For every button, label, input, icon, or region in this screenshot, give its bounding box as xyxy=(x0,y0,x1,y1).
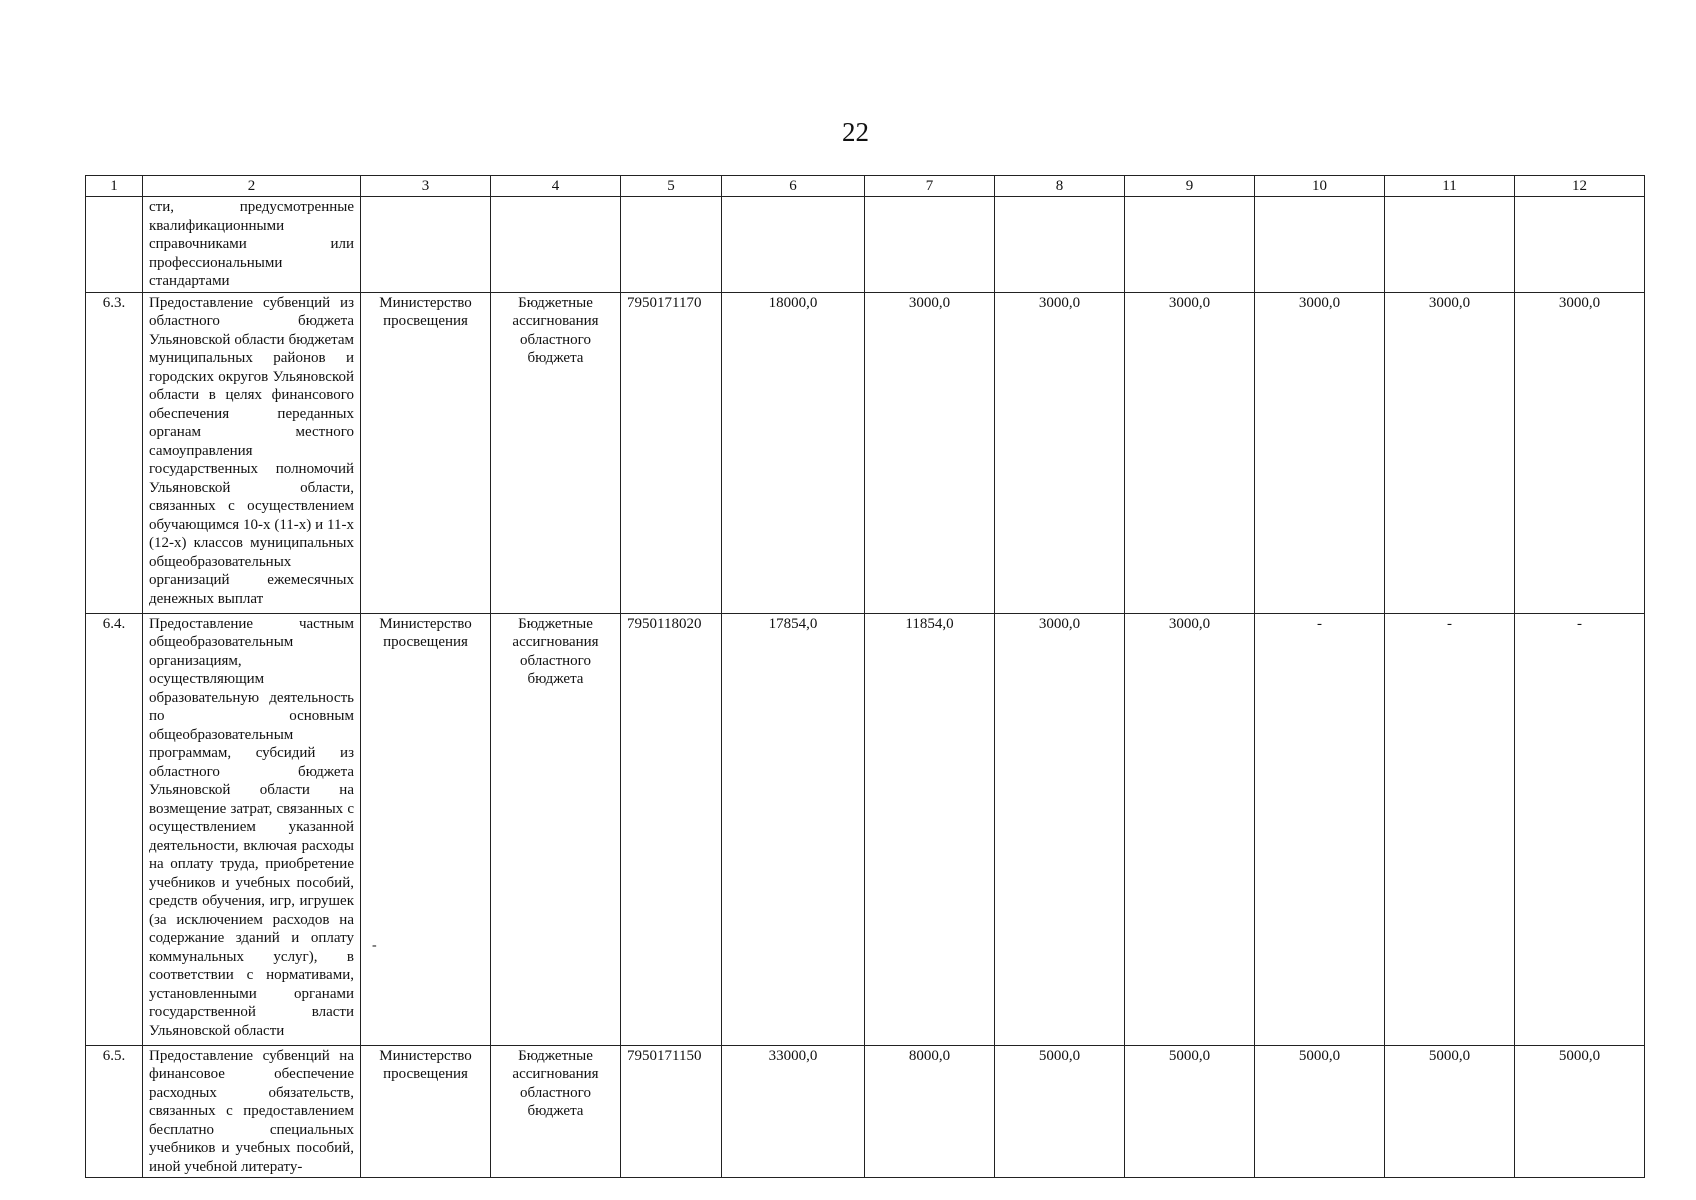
responsible-body xyxy=(361,197,491,293)
amount-cell: 3000,0 xyxy=(1125,613,1255,1045)
amount-cell: 5000,0 xyxy=(1125,1045,1255,1178)
column-header: 5 xyxy=(621,176,722,197)
amount-cell xyxy=(1385,197,1515,293)
page-number: 22 xyxy=(842,117,869,147)
amount-cell: 5000,0 xyxy=(1515,1045,1645,1178)
amount-cell xyxy=(995,197,1125,293)
amount-cell: 3000,0 xyxy=(865,292,995,613)
column-header: 7 xyxy=(865,176,995,197)
funding-source xyxy=(491,197,621,293)
column-header: 2 xyxy=(143,176,361,197)
amount-cell: 18000,0 xyxy=(722,292,865,613)
column-header: 11 xyxy=(1385,176,1515,197)
amount-cell: 5000,0 xyxy=(1255,1045,1385,1178)
amount-cell xyxy=(865,197,995,293)
column-header: 8 xyxy=(995,176,1125,197)
amount-cell: 3000,0 xyxy=(995,613,1125,1045)
amount-cell: 3000,0 xyxy=(1125,292,1255,613)
column-number-row xyxy=(86,176,1645,197)
budget-code: 7950171170 xyxy=(621,292,722,613)
budget-code: 7950118020 xyxy=(621,613,722,1045)
amount-cell: 3000,0 xyxy=(1515,292,1645,613)
amount-cell: 11854,0 xyxy=(865,613,995,1045)
funding-source: Бюджетные ассигнования областного бюджета xyxy=(491,1045,621,1178)
amount-cell: 5000,0 xyxy=(995,1045,1125,1178)
item-description: Предоставление субвенций на финансовое обеспечение расходных обязательств, связанных с предоставлением бесплатно специальных учебников и учебных пособий, иной учебной литерату- xyxy=(143,1045,361,1178)
column-header: 4 xyxy=(491,176,621,197)
amount-cell: 33000,0 xyxy=(722,1045,865,1178)
amount-cell: - xyxy=(1385,613,1515,1045)
amount-cell: 8000,0 xyxy=(865,1045,995,1178)
amount-cell xyxy=(1515,197,1645,293)
item-description: Предоставление субвенций из областного бюджета Ульяновской области бюджетам муниципальных районов и городских округов Ульяновской области в целях финансового обеспечения переданных органам местного самоуправления государственных полномочий Ульяновской области, связанных с осуществлением обучающимся 10-х (11-х) и 11-х (12-х) классов муниципальных общеобразовательных организаций ежемесячных денежных выплат xyxy=(143,292,361,613)
amount-cell: 3000,0 xyxy=(995,292,1125,613)
table-row xyxy=(86,292,1645,613)
amount-cell xyxy=(722,197,865,293)
budget-table xyxy=(85,175,1645,1178)
amount-cell: 3000,0 xyxy=(1255,292,1385,613)
funding-source: Бюджетные ассигнования областного бюджета xyxy=(491,292,621,613)
column-header: 10 xyxy=(1255,176,1385,197)
amount-cell: 5000,0 xyxy=(1385,1045,1515,1178)
amount-cell xyxy=(1125,197,1255,293)
column-header: 3 xyxy=(361,176,491,197)
item-number: 6.3. xyxy=(86,292,143,613)
stray-dash-mark: - xyxy=(372,938,377,953)
item-number: 6.5. xyxy=(86,1045,143,1178)
column-header: 6 xyxy=(722,176,865,197)
budget-code xyxy=(621,197,722,293)
amount-cell: - xyxy=(1255,613,1385,1045)
amount-cell: 3000,0 xyxy=(1385,292,1515,613)
item-description: Предоставление частным общеобразовательным организациям, осуществляющим образовательную деятельность по основным общеобразовательным программам, субсидий из областного бюджета Ульяновской области на возмещение затрат, связанных с осуществлением указанной деятельности, включая расходы на оплату труда, приобретение учебников и учебных пособий, средств обучения, игр, игрушек (за исключением расходов на содержание зданий и оплату коммунальных услуг), в соответствии с нормативами, установленными органами государственной власти Ульяновской области xyxy=(143,613,361,1045)
budget-code: 7950171150 xyxy=(621,1045,722,1178)
table-row xyxy=(86,197,1645,293)
table-row xyxy=(86,613,1645,1045)
amount-cell xyxy=(1255,197,1385,293)
amount-cell: 17854,0 xyxy=(722,613,865,1045)
item-number: 6.4. xyxy=(86,613,143,1045)
amount-cell: - xyxy=(1515,613,1645,1045)
column-header: 1 xyxy=(86,176,143,197)
table-row xyxy=(86,1045,1645,1178)
item-number xyxy=(86,197,143,293)
column-header: 9 xyxy=(1125,176,1255,197)
responsible-body: Министерство просвещения xyxy=(361,613,491,1045)
responsible-body: Министерство просвещения xyxy=(361,1045,491,1178)
funding-source: Бюджетные ассигнования областного бюджета xyxy=(491,613,621,1045)
responsible-body: Министерство просвещения xyxy=(361,292,491,613)
column-header: 12 xyxy=(1515,176,1645,197)
item-description: сти, предусмотренные квалификационными справочниками или профессиональными стандартами xyxy=(143,197,361,293)
